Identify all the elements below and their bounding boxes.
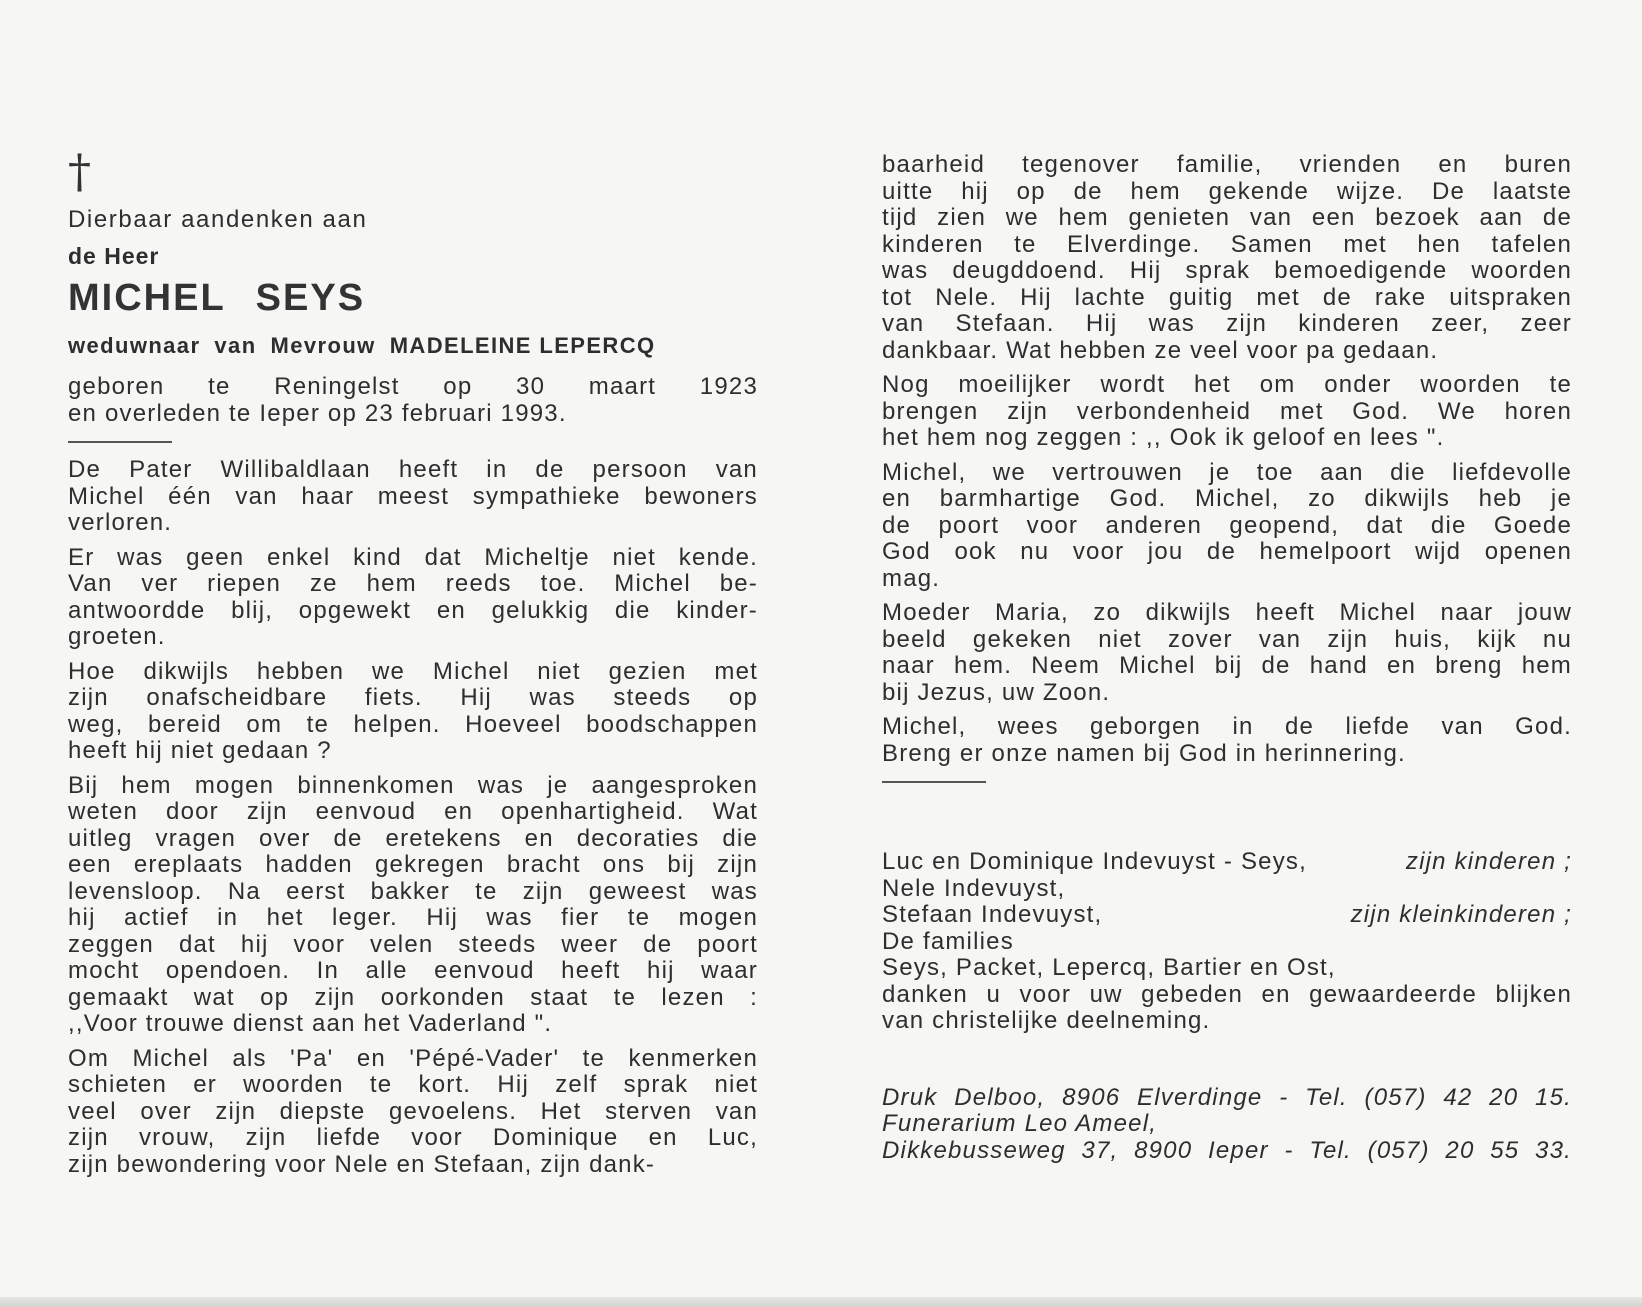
text-line: mag. [882, 564, 941, 592]
deceased-name [68, 276, 758, 320]
printer-block [882, 1085, 1572, 1165]
text-line: ,,Voor trouwe dienst aan het Vaderland ". [68, 1010, 553, 1037]
widow-word: Mevrouw [270, 333, 376, 358]
birth-line: geboren te Reningelst op 30 maart 1923 [68, 373, 758, 400]
text-line: Nog moeilijker wordt het om onder woorden te [882, 371, 1572, 398]
text-line: heeft hij niet gedaan ? [68, 737, 332, 764]
text-line: tijd zien we hem genieten van een bezoek aan de [882, 204, 1572, 231]
text-line: brengen zijn verbondenheid met God. We horen [882, 397, 1572, 425]
children-line [882, 849, 1572, 876]
text-line: antwoordde blij, opgewekt en gelukkig die kinder- [68, 596, 758, 624]
paragraph [68, 1046, 758, 1179]
grandchild-name: Stefaan Indevuyst, [882, 901, 1103, 928]
right-column [882, 152, 1572, 1164]
text-line: het hem nog zeggen : ,, Ook ik geloof en lees ". [882, 424, 1445, 451]
text-line: zeggen dat hij voor velen steeds weer de poort [68, 930, 758, 958]
text-line: Michel één van haar meest sympathieke bewoners [68, 482, 758, 510]
text-line: zijn bewondering voor Nele en Stefaan, zijn dank- [68, 1150, 656, 1178]
families-names: Seys, Packet, Lepercq, Bartier en Ost, [882, 954, 1336, 981]
text-line: was deugddoend. Hij sprak bemoedigende woorden [882, 257, 1572, 284]
text-line: uitleg vragen over de eretekens en decoraties die [68, 824, 758, 852]
intro-line: Dierbaar aandenken aan [68, 206, 368, 233]
paragraph [882, 372, 1572, 452]
text-line: tot Nele. Hij lachte guitig met de rake uitspraken [882, 283, 1572, 311]
widow-line [68, 332, 758, 360]
left-body [68, 457, 758, 1178]
text-line: dankbaar. Wat hebben ze veel voor pa gedaan. [882, 336, 1439, 364]
text-line: gemaakt wat op zijn oorkonden staat te lezen : [68, 983, 758, 1011]
text-line: Van ver riepen ze hem reeds toe. Michel be- [68, 570, 758, 597]
text-line: kinderen te Elverdinge. Samen met hen tafelen [882, 230, 1572, 258]
text-line: groeten. [68, 623, 166, 650]
paragraph [68, 457, 758, 537]
thanks-line: van christelijke deelneming. [882, 1007, 1211, 1034]
text-line: schieten er woorden te kort. Hij zelf sprak niet [68, 1071, 758, 1098]
text-line: Bij hem mogen binnenkomen was je aangesproken [68, 771, 758, 799]
text-line: Hoe dikwijls hebben we Michel niet gezien met [68, 657, 758, 685]
text-line: levensloop. Na eerst bakker te zijn geweest was [68, 877, 758, 905]
text-line: veel over zijn diepste gevoelens. Het sterven van [68, 1097, 758, 1125]
text-line: weten door zijn eenvoud en openhartigheid. Wat [68, 798, 758, 825]
paragraph [882, 600, 1572, 706]
text-line: en barmhartige God. Michel, zo dikwijls heb je [882, 485, 1572, 512]
children-label: zijn kinderen ; [1405, 848, 1572, 875]
thanks-line: danken u voor uw gebeden en gewaardeerde blijken [882, 980, 1572, 1008]
cross-icon: † [68, 144, 93, 198]
widow-word: van [214, 333, 257, 358]
text-line: Moeder Maria, zo dikwijls heeft Michel naar jouw [882, 599, 1572, 626]
paragraph [882, 714, 1572, 767]
children-names: Luc en Dominique Indevuyst - Seys, [882, 848, 1307, 875]
families-label: De families [882, 927, 1014, 955]
last-name: SEYS [255, 277, 366, 319]
divider [68, 441, 172, 443]
printer-line: Funerarium Leo Ameel, [882, 1110, 1158, 1137]
text-line: uitte hij op de hem gekende wijze. De laatste [882, 177, 1572, 205]
printer-line: Dikkebusseweg 37, 8900 Ieper - Tel. (057) 20 55 33. [882, 1136, 1572, 1164]
divider [882, 781, 986, 783]
grandchild-line [882, 902, 1572, 929]
spouse-name: MADELEINE LEPERCQ [389, 333, 656, 358]
widow-word: weduwnaar [68, 333, 201, 358]
text-line: baarheid tegenover familie, vrienden en buren [882, 151, 1572, 178]
text-line: hij actief in het leger. Hij was fier te mogen [68, 904, 758, 931]
text-line: Er was geen enkel kind dat Micheltje niet kende. [68, 543, 758, 571]
paragraph [882, 152, 1572, 364]
text-line: Michel, wees geborgen in de liefde van God. [882, 713, 1572, 740]
printer-line: Druk Delboo, 8906 Elverdinge - Tel. (057) 42 20 15. [882, 1083, 1572, 1111]
text-line: zijn onafscheidbare fiets. Hij was steeds op [68, 684, 758, 711]
right-body [882, 152, 1572, 767]
left-column [68, 144, 758, 1186]
text-line: zijn vrouw, zijn liefde voor Dominique en Luc, [68, 1124, 758, 1151]
first-name: MICHEL [68, 277, 226, 319]
text-line: van Stefaan. Hij was zijn kinderen zeer, zeer [882, 310, 1572, 337]
text-line: De Pater Willibaldlaan heeft in de persoon van [68, 456, 758, 483]
text-line: naar hem. Neem Michel bij de hand en breng hem [882, 652, 1572, 679]
paragraph [68, 659, 758, 765]
text-line: Om Michel als 'Pa' en 'Pépé-Vader' te kenmerken [68, 1044, 758, 1072]
text-line: weg, bereid om te helpen. Hoeveel boodschappen [68, 710, 758, 738]
dates-block [68, 374, 758, 427]
text-line: verloren. [68, 509, 173, 536]
text-line: God ook nu voor jou de hemelpoort wijd openen [882, 538, 1572, 565]
scan-edge [0, 1297, 1642, 1307]
text-line: mocht opendoen. In alle eenvoud heeft hij waar [68, 957, 758, 984]
text-line: de poort voor anderen geopend, dat die Goede [882, 511, 1572, 539]
text-line: Michel, we vertrouwen je toe aan die liefdevolle [882, 458, 1572, 486]
text-line: beeld gekeken niet zover van zijn huis, kijk nu [882, 625, 1572, 653]
text-line: een ereplaats hadden gekregen bracht ons bij zijn [68, 851, 758, 878]
family-block [882, 849, 1572, 1035]
text-line: bij Jezus, uw Zoon. [882, 678, 1111, 706]
grandchild-line: Nele Indevuyst, [882, 874, 1066, 902]
grandchildren-label: zijn kleinkinderen ; [1350, 901, 1572, 928]
paragraph [882, 460, 1572, 593]
text-line: Breng er onze namen bij God in herinnering. [882, 739, 1406, 767]
paragraph [68, 545, 758, 651]
death-line: en overleden te Ieper op 23 februari 1993. [68, 399, 567, 427]
paragraph [68, 773, 758, 1038]
title-prefix: de Heer [68, 243, 160, 269]
